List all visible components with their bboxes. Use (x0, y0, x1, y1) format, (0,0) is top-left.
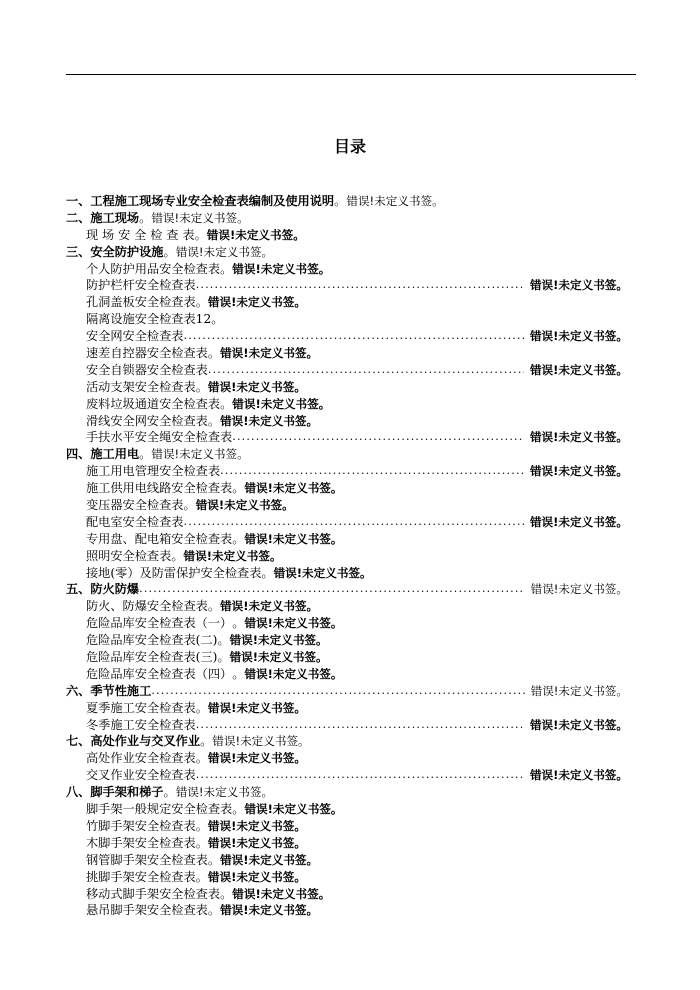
toc-entry[interactable] (66, 294, 628, 311)
toc-entry-label: 脚手架一般规定安全检查表 (86, 802, 233, 817)
toc-entry-label: 个人防护用品安全检查表 (86, 261, 221, 276)
toc-page-reference: 错误!未定义书签。 (232, 261, 331, 276)
toc-entry[interactable] (66, 379, 628, 396)
toc-entry-label: 夏季施工安全检查表 (86, 700, 196, 715)
toc-entry[interactable] (66, 632, 628, 649)
toc-separator: 。 (163, 785, 176, 800)
toc-entry-label: 速差自控器安全检查表 (86, 346, 208, 360)
toc-page-reference: 错误!未定义书签。 (220, 599, 319, 614)
toc-page-reference: 错误!未定义书签。 (529, 514, 628, 529)
toc-entry[interactable] (66, 565, 628, 582)
toc-entry-label: 安全自锁器安全检查表 (86, 362, 208, 377)
toc-entry-label: 移动式脚手架安全检查表 (86, 886, 221, 901)
toc-entry[interactable] (66, 413, 628, 430)
toc-separator: 。 (232, 616, 245, 631)
toc-page-reference: 错误!未定义书签。 (220, 903, 319, 918)
toc-page-reference: 错误!未定义书签。 (244, 802, 343, 817)
toc-entry[interactable] (66, 261, 628, 278)
toc-section-entry[interactable] (66, 581, 628, 598)
page-title: 目录 (333, 137, 366, 156)
toc-separator: 。 (217, 633, 230, 648)
toc-entry-label: 照明安全检查表 (86, 548, 172, 563)
toc-page-reference: 错误!未定义书签。 (207, 869, 306, 884)
toc-separator: 。 (334, 193, 347, 208)
toc-page-reference: 错误!未定义书签。 (530, 582, 628, 597)
toc-section-entry[interactable] (66, 734, 628, 751)
toc-dot-leader (196, 767, 524, 784)
toc-entry-label: 危险品库安全检查表（一） (86, 616, 233, 631)
toc-page-reference: 错误!未定义书签。 (207, 751, 306, 766)
toc-separator: 。 (207, 346, 221, 360)
toc-page-reference: 错误!未定义书签。 (229, 650, 328, 665)
toc-entry[interactable] (66, 362, 628, 379)
toc-entry-label: 八、脚手架和梯子 (66, 785, 164, 800)
toc-entry-label: 木脚手架安全检查表 (86, 835, 196, 850)
toc-entry[interactable] (66, 598, 628, 615)
toc-separator: 。 (195, 379, 208, 394)
toc-separator: 。 (220, 886, 233, 901)
toc-page-reference: 错误!未定义书签。 (529, 329, 628, 344)
toc-page-reference: 错误!未定义书签。 (530, 683, 628, 698)
toc-page-reference: 错误!未定义书签。 (529, 464, 628, 479)
toc-entry[interactable] (66, 615, 628, 632)
toc-entry-label: 六、季节性施工 (66, 683, 152, 698)
toc-entry-label: 现 场 安 全 检 查 表 (86, 227, 195, 242)
toc-entry-label: 一、工程施工现场专业安全检查表编制及使用说明 (66, 193, 335, 208)
toc-entry[interactable] (66, 463, 628, 480)
toc-entry[interactable] (66, 666, 628, 683)
toc-dot-leader (139, 581, 524, 598)
toc-page-reference: 错误!未定义书签。 (175, 244, 274, 259)
toc-page-reference: 错误!未定义书签。 (346, 193, 444, 208)
toc-dot-leader (208, 362, 524, 379)
toc-page-reference: 错误!未定义书签。 (183, 548, 282, 563)
toc-entry[interactable] (66, 649, 628, 666)
toc-entry-label: 危险品库安全检查表(三) (86, 650, 218, 665)
table-of-contents (66, 193, 628, 919)
toc-entry-label: 专用盘、配电箱安全检查表 (86, 531, 233, 546)
toc-entry-label: 手扶水平安全绳安全检查表 (86, 430, 233, 445)
toc-entry-label: 安全网安全检查表 (86, 329, 184, 344)
toc-entry-label: 隔离设施安全检查表12。 (86, 312, 224, 327)
toc-entry-label: 四、施工用电 (66, 447, 140, 462)
toc-section-entry[interactable] (66, 683, 628, 700)
toc-entry[interactable] (66, 531, 628, 548)
toc-entry[interactable] (66, 328, 628, 345)
toc-entry[interactable] (66, 700, 628, 717)
toc-separator: 。 (220, 396, 233, 411)
toc-separator: 。 (195, 295, 208, 310)
toc-section-entry[interactable] (66, 193, 628, 210)
toc-page-reference: 错误!未定义书签。 (232, 886, 331, 901)
toc-entry-label: 三、安全防护设施 (66, 244, 164, 259)
toc-separator: 。 (195, 869, 208, 884)
toc-separator: 。 (139, 210, 152, 225)
toc-entry[interactable] (66, 548, 628, 565)
toc-entry[interactable] (66, 852, 628, 869)
toc-page-reference: 错误!未定义书签。 (244, 531, 343, 546)
toc-entry-label: 滑线安全网安全检查表 (86, 413, 208, 428)
toc-entry[interactable] (66, 818, 628, 835)
toc-entry[interactable] (66, 835, 628, 852)
toc-entry[interactable] (66, 396, 628, 413)
toc-entry[interactable] (66, 767, 628, 784)
toc-page-reference: 错误!未定义书签。 (195, 498, 294, 513)
toc-page-reference: 错误!未定义书签。 (529, 717, 628, 732)
toc-separator: 。 (220, 261, 233, 276)
toc-page-reference: 错误!未定义书签。 (207, 818, 306, 833)
toc-dot-leader (184, 514, 524, 531)
toc-page-reference: 错误!未定义书签。 (207, 835, 306, 850)
toc-separator: 。 (207, 599, 221, 614)
toc-page-reference: 错误!未定义书签。 (529, 430, 628, 445)
toc-page-reference: 错误!未定义书签。 (175, 785, 274, 800)
toc-separator: 。 (207, 852, 221, 867)
toc-separator: 。 (232, 531, 245, 546)
toc-separator: 。 (232, 666, 245, 681)
toc-page-reference: 错误!未定义书签。 (244, 666, 343, 681)
toc-entry-label: 高处作业安全检查表 (86, 751, 196, 766)
toc-page-reference: 错误!未定义书签。 (529, 768, 628, 783)
toc-entry[interactable] (66, 277, 628, 294)
toc-separator: 。 (217, 650, 230, 665)
toc-entry-label: 五、防火防爆 (66, 582, 140, 597)
toc-entry-label: 危险品库安全检查表(二) (86, 633, 218, 648)
toc-entry[interactable] (66, 345, 628, 362)
toc-entry[interactable] (66, 902, 628, 919)
toc-page-reference: 错误!未定义书签。 (220, 852, 319, 867)
toc-entry-label: 竹脚手架安全检查表 (86, 818, 196, 833)
toc-entry[interactable] (66, 311, 628, 328)
toc-page-reference: 错误!未定义书签。 (244, 481, 343, 496)
toc-page-reference: 错误!未定义书签。 (529, 362, 628, 377)
toc-page-reference: 错误!未定义书签。 (207, 295, 306, 310)
toc-entry-label: 变压器安全检查表 (86, 498, 184, 513)
toc-page-reference: 错误!未定义书签。 (244, 616, 343, 631)
toc-page-reference: 错误!未定义书签。 (529, 278, 628, 293)
toc-entry-label: 冬季施工安全检查表 (86, 717, 196, 732)
toc-page-reference: 错误!未定义书签。 (151, 447, 249, 462)
toc-separator: 。 (163, 244, 176, 259)
toc-entry-label: 活动支架安全检查表 (86, 379, 196, 394)
toc-page-reference: 错误!未定义书签。 (232, 396, 331, 411)
toc-entry[interactable] (66, 801, 628, 818)
toc-separator: 。 (261, 565, 274, 580)
toc-entry[interactable] (66, 227, 628, 244)
toc-section-entry[interactable] (66, 784, 628, 801)
toc-entry-label: 悬吊脚手架安全检查表 (86, 903, 208, 918)
toc-separator: 。 (207, 903, 221, 918)
toc-dot-leader (220, 463, 524, 480)
toc-entry[interactable] (66, 514, 628, 531)
toc-page-reference: 错误!未定义书签。 (206, 227, 305, 242)
toc-separator: 。 (232, 802, 245, 817)
toc-page-reference: 错误!未定义书签。 (212, 734, 310, 749)
toc-entry-label: 危险品库安全检查表（四） (86, 666, 233, 681)
toc-page-reference: 错误!未定义书签。 (207, 700, 306, 715)
toc-section-entry[interactable] (66, 210, 628, 227)
toc-separator: 。 (195, 835, 208, 850)
toc-entry-label: 防护栏杆安全检查表 (86, 278, 196, 293)
toc-entry[interactable] (66, 480, 628, 497)
toc-entry-label: 配电室安全检查表 (86, 514, 184, 529)
toc-page-reference: 错误!未定义书签。 (151, 210, 249, 225)
toc-page-reference: 错误!未定义书签。 (207, 379, 306, 394)
toc-separator: 。 (171, 548, 184, 563)
toc-separator: 。 (200, 734, 213, 749)
toc-entry-label: 孔洞盖板安全检查表 (86, 295, 196, 310)
toc-entry[interactable] (66, 429, 628, 446)
toc-separator: 。 (194, 227, 207, 242)
toc-page-reference: 错误!未定义书签。 (273, 565, 372, 580)
toc-dot-leader (196, 277, 524, 294)
toc-section-entry[interactable] (66, 446, 628, 463)
toc-separator: 。 (195, 751, 208, 766)
toc-separator: 。 (207, 413, 221, 428)
toc-separator: 。 (183, 498, 196, 513)
toc-entry[interactable] (66, 750, 628, 767)
toc-entry-label: 废料垃圾通道安全检查表 (86, 396, 221, 411)
toc-entry-label: 钢管脚手架安全检查表 (86, 852, 208, 867)
toc-separator: 。 (139, 447, 152, 462)
toc-section-entry[interactable] (66, 244, 628, 261)
toc-entry-label: 施工供用电线路安全检查表 (86, 481, 233, 496)
toc-separator: 。 (195, 818, 208, 833)
toc-entry-label: 交叉作业安全检查表 (86, 768, 196, 783)
toc-entry-label: 防火、防爆安全检查表 (86, 599, 208, 614)
toc-entry-label: 接地(零）及防雷保护安全检查表 (86, 565, 262, 580)
toc-separator: 。 (195, 700, 208, 715)
toc-entry-label: 挑脚手架安全检查表 (86, 869, 196, 884)
toc-entry-label: 七、高处作业与交叉作业 (66, 734, 201, 749)
toc-entry[interactable] (66, 497, 628, 514)
toc-entry-label: 二、施工现场 (66, 210, 140, 225)
toc-entry[interactable] (66, 717, 628, 734)
toc-entry[interactable] (66, 869, 628, 886)
toc-dot-leader (184, 328, 524, 345)
toc-separator: 。 (232, 481, 245, 496)
toc-dot-leader (196, 717, 524, 734)
toc-dot-leader (151, 683, 524, 700)
toc-page-reference: 错误!未定义书签。 (220, 413, 319, 428)
header-rule (66, 74, 636, 75)
toc-page-reference: 错误!未定义书签。 (229, 633, 328, 648)
toc-dot-leader (232, 429, 524, 446)
toc-page-reference: 错误!未定义书签。 (220, 346, 319, 360)
toc-entry[interactable] (66, 886, 628, 903)
toc-entry-label: 施工用电管理安全检查表 (86, 464, 221, 479)
